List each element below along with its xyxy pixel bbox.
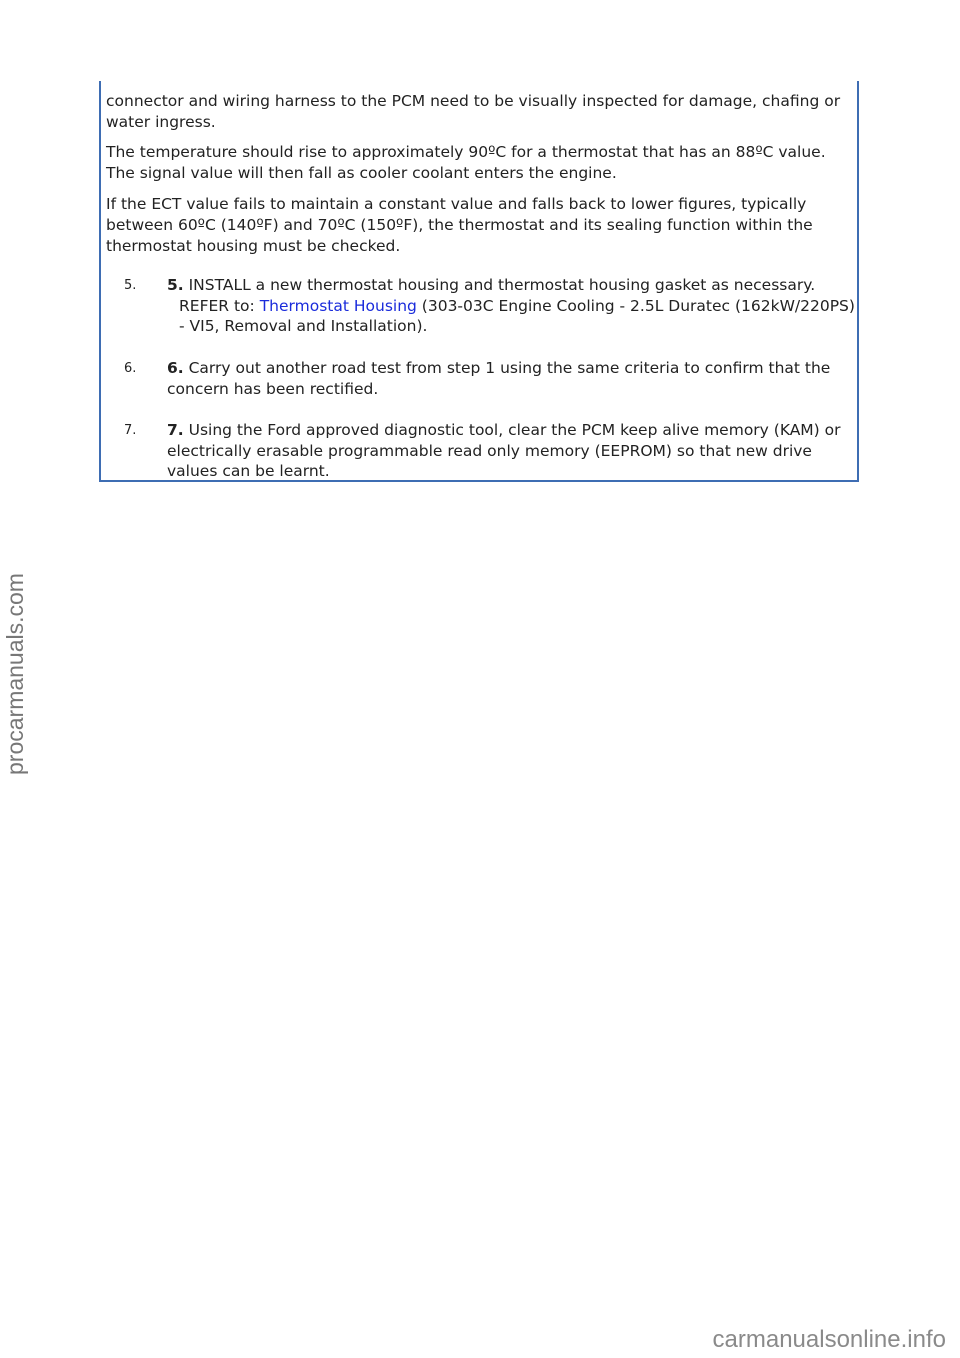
step-text: INSTALL a new thermostat housing and thermostat housing gasket as necessary.	[183, 276, 816, 294]
thermostat-housing-link[interactable]: Thermostat Housing	[259, 296, 417, 315]
refer-suffix: (303-03C Engine Cooling - 2.5L Duratec (162kW/220PS) - VI5, Removal and Installation).	[179, 296, 855, 335]
refer-prefix: REFER to:	[179, 296, 260, 315]
step-body	[167, 420, 855, 482]
refer-line	[167, 296, 855, 337]
step-lead: 6.	[167, 359, 184, 377]
step-text: Using the Ford approved diagnostic tool, clear the PCM keep alive memory (KAM) or electrically erasable programmable read only memory (EEPROM) so that new drive values can be learnt.	[167, 421, 841, 480]
paragraph-ect-value: If the ECT value fails to maintain a constant value and falls back to lower figures, typically between 60ºC (140ºF) and 70ºC (150ºF), the thermostat and its sealing function within the thermostat housing must be checked.	[106, 195, 813, 255]
step-number: 6.	[124, 361, 137, 376]
step-body	[167, 358, 855, 399]
step-text: Carry out another road test from step 1 using the same criteria to confirm that the concern has been rectified.	[167, 359, 831, 398]
paragraph-connector-inspection: connector and wiring harness to the PCM need to be visually inspected for damage, chafing or water ingress.	[106, 92, 841, 131]
paragraph-temperature-rise: The temperature should rise to approximately 90ºC for a thermostat that has an 88ºC value. The signal value will then fall as cooler coolant enters the engine.	[106, 143, 826, 182]
procedure-panel	[99, 81, 859, 482]
step-number: 7.	[124, 423, 137, 438]
step-lead: 7.	[167, 421, 184, 439]
step-body	[167, 275, 855, 337]
bottom-watermark: carmanualsonline.info	[712, 1326, 946, 1353]
step-lead: 5.	[167, 276, 184, 294]
step-number: 5.	[124, 278, 137, 293]
side-watermark: procarmanuals.com	[2, 573, 28, 775]
